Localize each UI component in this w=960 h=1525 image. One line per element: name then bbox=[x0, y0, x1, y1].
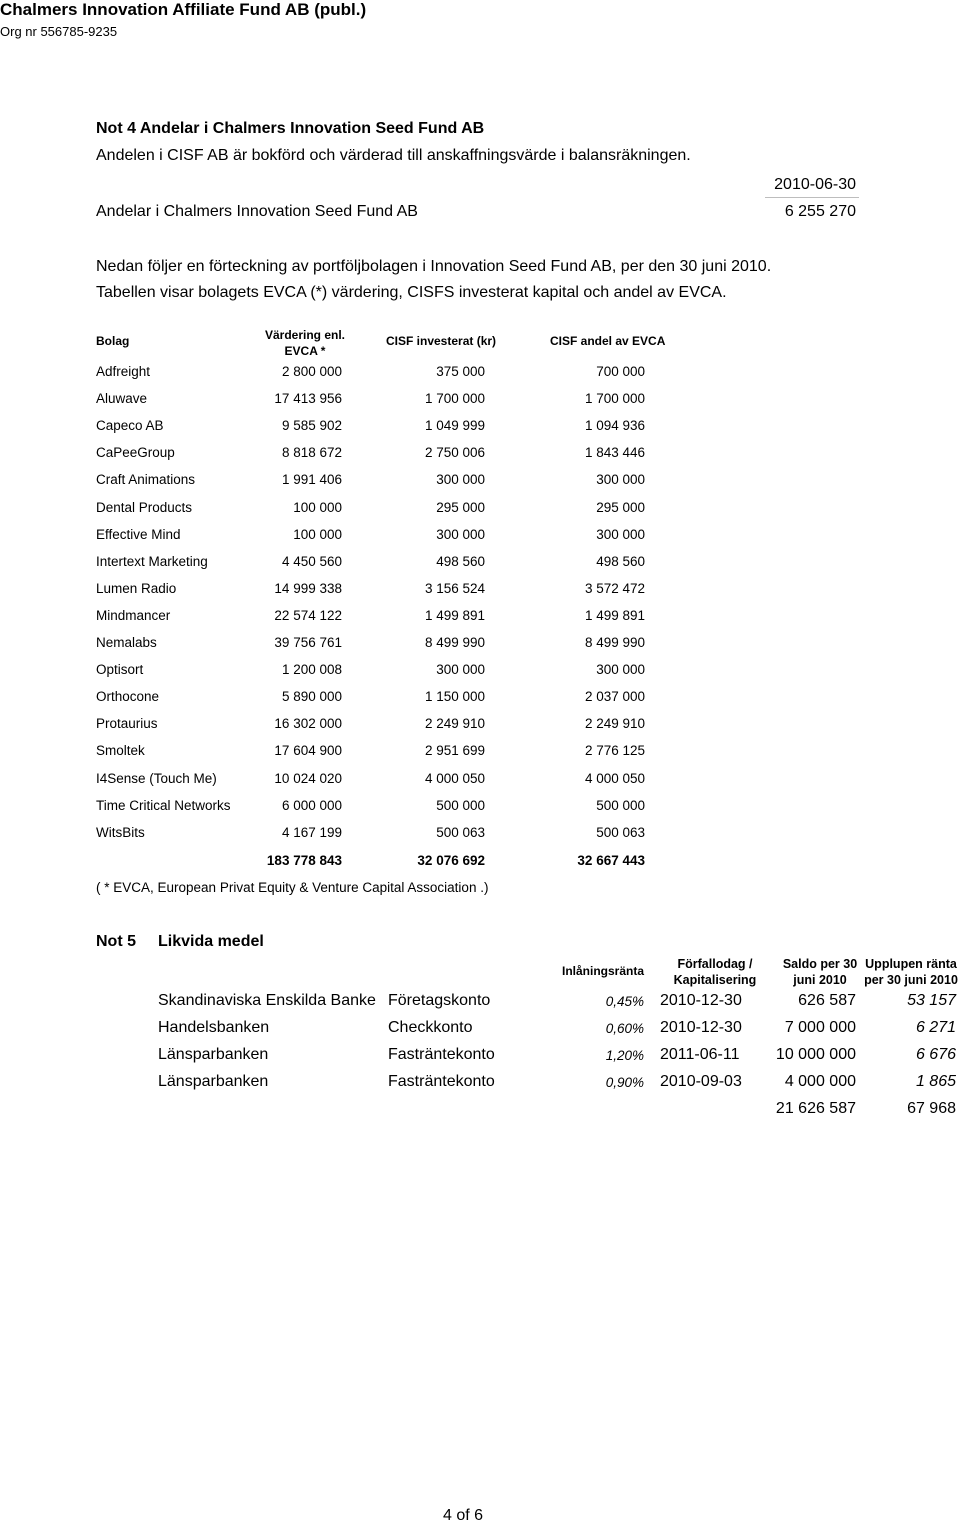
company-invested: 1 700 000 bbox=[424, 391, 485, 406]
company-share: 1 843 446 bbox=[584, 445, 645, 460]
accrued-interest: 6 676 bbox=[915, 1046, 956, 1063]
company-name: I4Sense (Touch Me) bbox=[96, 771, 217, 786]
col-header-invested: CISF investerat (kr) bbox=[386, 334, 497, 348]
company-share: 500 063 bbox=[596, 825, 645, 840]
total-share: 32 667 443 bbox=[577, 853, 645, 868]
company-valuation: 5 890 000 bbox=[281, 689, 342, 704]
due-date: 2010-09-03 bbox=[660, 1073, 742, 1090]
bank-name: Länsparbanken bbox=[158, 1046, 269, 1063]
note4-holding-value: 6 255 270 bbox=[784, 203, 856, 220]
note4-paragraph-2: Tabellen visar bolagets EVCA (*) värdering, CISFS investerat kapital och andel av EVCA. bbox=[96, 284, 727, 301]
note4-heading: Not 4 Andelar i Chalmers Innovation Seed Fund AB bbox=[96, 120, 485, 137]
bank-name: Länsparbanken bbox=[158, 1073, 269, 1090]
company-valuation: 100 000 bbox=[293, 527, 342, 542]
accrued-interest: 1 865 bbox=[915, 1073, 956, 1090]
company-invested: 1 499 891 bbox=[424, 608, 485, 623]
company-invested: 295 000 bbox=[436, 500, 485, 515]
accrued-interest: 53 157 bbox=[907, 992, 956, 1009]
company-valuation: 9 585 902 bbox=[281, 418, 342, 433]
company-share: 2 776 125 bbox=[584, 743, 645, 758]
company-share: 700 000 bbox=[596, 364, 645, 379]
col-header-due bbox=[663, 956, 767, 988]
company-invested: 2 249 910 bbox=[424, 716, 485, 731]
col-header-due-line1: Förfallodag / bbox=[677, 957, 753, 971]
col-header-interest bbox=[862, 956, 960, 988]
company-share: 8 499 990 bbox=[584, 635, 645, 650]
note4-paragraph-1: Nedan följer en förteckning av portföljbolagen i Innovation Seed Fund AB, per den 30 juni 2010. bbox=[96, 258, 772, 275]
company-invested: 500 063 bbox=[436, 825, 485, 840]
company-name: Nemalabs bbox=[96, 635, 157, 650]
company-share: 300 000 bbox=[596, 527, 645, 542]
total-interest: 67 968 bbox=[907, 1100, 956, 1117]
balance: 626 587 bbox=[798, 992, 856, 1009]
total-balance: 21 626 587 bbox=[775, 1100, 856, 1117]
bank-name: Handelsbanken bbox=[158, 1019, 270, 1036]
col-header-valuation-line1: Värdering enl. bbox=[264, 328, 346, 342]
company-name: Time Critical Networks bbox=[96, 798, 231, 813]
account-type: Fasträntekonto bbox=[388, 1073, 495, 1090]
account-type: Checkkonto bbox=[388, 1019, 473, 1036]
company-valuation: 6 000 000 bbox=[281, 798, 342, 813]
due-date: 2010-12-30 bbox=[660, 1019, 742, 1036]
col-header-balance-line1: Saldo per 30 bbox=[782, 957, 858, 971]
company-name: WitsBits bbox=[96, 825, 145, 840]
company-invested: 300 000 bbox=[436, 527, 485, 542]
company-name: Mindmancer bbox=[96, 608, 171, 623]
account-type: Företagskonto bbox=[388, 992, 491, 1009]
balance: 4 000 000 bbox=[784, 1073, 856, 1090]
company-valuation: 10 024 020 bbox=[274, 771, 342, 786]
account-type: Fasträntekonto bbox=[388, 1046, 495, 1063]
company-invested: 1 150 000 bbox=[424, 689, 485, 704]
interest-rate: 0,45% bbox=[605, 994, 644, 1009]
col-header-balance bbox=[770, 956, 870, 988]
company-share: 1 700 000 bbox=[584, 391, 645, 406]
col-header-valuation bbox=[250, 327, 360, 359]
due-date: 2010-12-30 bbox=[660, 992, 742, 1009]
date-underline bbox=[765, 197, 859, 198]
company-valuation: 39 756 761 bbox=[274, 635, 342, 650]
company-valuation: 16 302 000 bbox=[274, 716, 342, 731]
company-invested: 498 560 bbox=[436, 554, 485, 569]
company-name: Smoltek bbox=[96, 743, 145, 758]
company-name: Dental Products bbox=[96, 500, 193, 515]
company-name: CaPeeGroup bbox=[96, 445, 175, 460]
bank-name: Skandinaviska Enskilda Banke bbox=[158, 992, 376, 1009]
company-invested: 300 000 bbox=[436, 662, 485, 677]
col-header-due-line2: Kapitalisering bbox=[673, 973, 757, 987]
page-number: 4 of 6 bbox=[442, 1507, 484, 1524]
company-name: Capeco AB bbox=[96, 418, 164, 433]
total-invested: 32 076 692 bbox=[417, 853, 485, 868]
company-valuation: 8 818 672 bbox=[281, 445, 342, 460]
company-share: 498 560 bbox=[596, 554, 645, 569]
company-share: 1 499 891 bbox=[584, 608, 645, 623]
company-invested: 3 156 524 bbox=[424, 581, 485, 596]
company-valuation: 17 604 900 bbox=[274, 743, 342, 758]
company-share: 2 037 000 bbox=[584, 689, 645, 704]
company-valuation: 14 999 338 bbox=[274, 581, 342, 596]
company-name: Optisort bbox=[96, 662, 144, 677]
total-valuation: 183 778 843 bbox=[266, 853, 342, 868]
company-invested: 375 000 bbox=[436, 364, 485, 379]
company-share: 1 094 936 bbox=[584, 418, 645, 433]
company-name: Protaurius bbox=[96, 716, 158, 731]
note5-title: Likvida medel bbox=[158, 933, 264, 950]
company-name: Craft Animations bbox=[96, 472, 196, 487]
col-header-valuation-line2: EVCA * bbox=[284, 344, 326, 358]
company-valuation: 4 167 199 bbox=[281, 825, 342, 840]
company-valuation: 17 413 956 bbox=[274, 391, 342, 406]
company-invested: 300 000 bbox=[436, 472, 485, 487]
col-header-share: CISF andel av EVCA bbox=[550, 334, 666, 348]
note4-date: 2010-06-30 bbox=[774, 176, 856, 193]
col-header-interest-line1: Upplupen ränta bbox=[865, 957, 957, 971]
col-header-interest-line2: per 30 juni 2010 bbox=[864, 973, 958, 987]
evca-footnote: ( * EVCA, European Privat Equity & Venture Capital Association .) bbox=[96, 880, 489, 895]
col-header-rate: Inlåningsränta bbox=[562, 964, 645, 978]
balance: 10 000 000 bbox=[775, 1046, 856, 1063]
company-share: 300 000 bbox=[596, 662, 645, 677]
company-invested: 500 000 bbox=[436, 798, 485, 813]
company-valuation: 22 574 122 bbox=[274, 608, 342, 623]
company-share: 4 000 050 bbox=[584, 771, 645, 786]
balance: 7 000 000 bbox=[784, 1019, 856, 1036]
company-invested: 2 951 699 bbox=[424, 743, 485, 758]
company-share: 2 249 910 bbox=[584, 716, 645, 731]
col-header-balance-line2: juni 2010 bbox=[793, 973, 847, 987]
interest-rate: 0,90% bbox=[605, 1075, 644, 1090]
company-share: 300 000 bbox=[596, 472, 645, 487]
company-name: Effective Mind bbox=[96, 527, 181, 542]
company-name: Adfreight bbox=[96, 364, 151, 379]
company-invested: 4 000 050 bbox=[424, 771, 485, 786]
company-name: Aluwave bbox=[96, 391, 148, 406]
company-valuation: 1 991 406 bbox=[281, 472, 342, 487]
col-header-company: Bolag bbox=[96, 334, 130, 348]
company-name: Lumen Radio bbox=[96, 581, 177, 596]
company-invested: 8 499 990 bbox=[424, 635, 485, 650]
document-title: Chalmers Innovation Affiliate Fund AB (publ.) bbox=[0, 0, 367, 19]
company-invested: 2 750 006 bbox=[424, 445, 485, 460]
company-valuation: 100 000 bbox=[293, 500, 342, 515]
company-share: 295 000 bbox=[596, 500, 645, 515]
company-invested: 1 049 999 bbox=[424, 418, 485, 433]
accrued-interest: 6 271 bbox=[915, 1019, 956, 1036]
interest-rate: 0,60% bbox=[605, 1021, 644, 1036]
company-valuation: 1 200 008 bbox=[281, 662, 342, 677]
company-valuation: 2 800 000 bbox=[281, 364, 342, 379]
company-name: Intertext Marketing bbox=[96, 554, 208, 569]
note5-label: Not 5 bbox=[96, 933, 136, 950]
note4-description: Andelen i CISF AB är bokförd och värderad till anskaffningsvärde i balansräkningen. bbox=[96, 147, 691, 164]
org-number: Org nr 556785-9235 bbox=[0, 24, 118, 39]
company-share: 3 572 472 bbox=[584, 581, 645, 596]
note4-holding-label: Andelar i Chalmers Innovation Seed Fund AB bbox=[96, 203, 418, 220]
company-name: Orthocone bbox=[96, 689, 160, 704]
due-date: 2011-06-11 bbox=[660, 1046, 740, 1063]
company-valuation: 4 450 560 bbox=[281, 554, 342, 569]
interest-rate: 1,20% bbox=[605, 1048, 644, 1063]
company-share: 500 000 bbox=[596, 798, 645, 813]
